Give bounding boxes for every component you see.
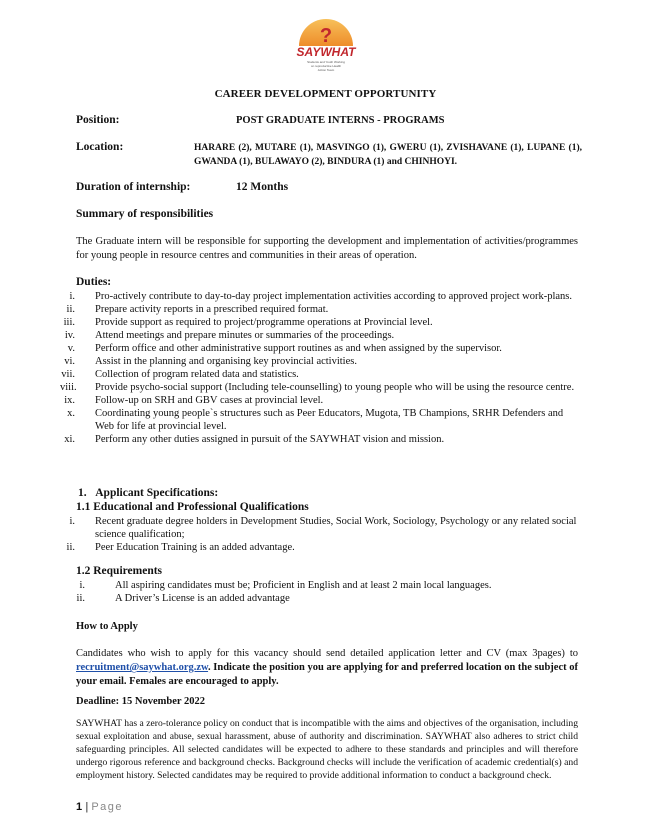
- deadline: Deadline: 15 November 2022: [76, 696, 205, 707]
- list-item: i. Pro-actively contribute to day-to-day project implementation activities according to approved project work-plans.: [69, 291, 573, 302]
- duties-list: [60, 290, 578, 446]
- list-item: v. Perform office and other administrative support routines as and when assigned by the supervisor.: [67, 343, 502, 354]
- list-item: x. Coordinating young people`s structures such as Peer Educators, Mugota, TB Champions, SRHR Defenders and Web for life at provincial level.: [67, 408, 564, 432]
- page-title: CAREER DEVELOPMENT OPPORTUNITY: [214, 88, 437, 100]
- list-item: ii. Peer Education Training is an added advantage.: [66, 542, 295, 553]
- svg-text:SAYWHAT: SAYWHAT: [296, 45, 356, 59]
- email-link[interactable]: recruitment@saywhat.org.zw: [76, 662, 209, 673]
- list-item: viii. Provide psycho-social support (Including tele-counselling) to young people who will be using the resource centre.: [60, 382, 575, 393]
- list-item: iii. Provide support as required to project/programme operations at Provincial level.: [63, 317, 433, 328]
- svg-text:Students and Youth Working: Students and Youth Working: [307, 60, 345, 64]
- page-footer: [76, 801, 123, 813]
- duties-heading: Duties:: [76, 276, 112, 288]
- list-item: iv. Attend meetings and prepare minutes or summaries of the proceedings.: [64, 330, 395, 341]
- specs-heading: 1. Applicant Specifications:: [78, 487, 219, 499]
- svg-text:on reproductive Health: on reproductive Health: [310, 64, 342, 68]
- location-value: HARARE (2), MUTARE (1), MASVINGO (1), GWERU (1), ZVISHAVANE (1), LUPANE (1), GWANDA (1), BULAWAYO (2), BINDURA (1) and CHINHOYI.: [194, 143, 582, 167]
- list-item: i. All aspiring candidates must be; Proficient in English and at least 2 main local languages.: [79, 580, 492, 591]
- list-item: xi. Perform any other duties assigned in pursuit of the SAYWHAT vision and mission.: [64, 434, 445, 445]
- apply-heading: How to Apply: [76, 621, 138, 632]
- summary-text: The Graduate intern will be responsible for supporting the development and implementation of activities/programmes for young people in resource centres and communities in their areas of operation.: [76, 236, 578, 261]
- list-item: ii. A Driver’s License is an added advantage: [76, 593, 290, 604]
- position-label: Position:: [76, 114, 120, 126]
- list-item: i. Recent graduate degree holders in Development Studies, Social Work, Sociology, Psychology or any related social science qualification;: [69, 516, 577, 540]
- page-number: 1: [76, 801, 83, 813]
- policy-text: SAYWHAT has a zero-tolerance policy on conduct that is incompatible with the aims and objectives of the organisation, including sexual exploitation and abuse, sexual harassment, abuse of authority and discrimination. SAYWHAT also adheres to strict child safeguarding principles. All selected candidates will be expected to adhere to these standards and principles and will therefore undergo rigorous reference and background checks. Background checks will include the verification of academic credential(s) and employment history. Selected candidates may be required to provide additional information to conduct a background check.: [76, 718, 578, 781]
- position-value: POST GRADUATE INTERNS - PROGRAMS: [236, 115, 445, 126]
- svg-text:Action Team: Action Team: [317, 68, 335, 72]
- apply-text: Candidates who wish to apply for this vacancy should send detailed application letter and CV (max 3pages) to recruitment@saywhat.org.zw. Indicate the position you are applying for and preferred location on the subject of your email. Females are encouraged to apply.: [76, 648, 578, 687]
- list-item: ix. Follow-up on SRH and GBV cases at provincial level.: [64, 395, 324, 406]
- saywhat-logo: [293, 12, 359, 74]
- footer-separator: |: [85, 801, 89, 813]
- svg-text:?: ?: [319, 25, 333, 47]
- summary-heading: Summary of responsibilities: [76, 208, 214, 220]
- requirements-heading: 1.2 Requirements: [76, 565, 163, 577]
- list-item: ii. Prepare activity reports in a prescribed required format.: [66, 304, 329, 315]
- duration-value: 12 Months: [236, 181, 289, 193]
- list-item: vii. Collection of program related data and statistics.: [61, 369, 299, 380]
- duration-label: Duration of internship:: [76, 181, 191, 193]
- page-word: Page: [91, 801, 124, 813]
- education-list: [60, 515, 578, 554]
- location-label: Location:: [76, 141, 124, 153]
- education-heading: 1.1 Educational and Professional Qualifications: [76, 501, 309, 513]
- list-item: vi. Assist in the planning and organising key provincial activities.: [64, 356, 357, 367]
- requirements-list: [60, 579, 578, 605]
